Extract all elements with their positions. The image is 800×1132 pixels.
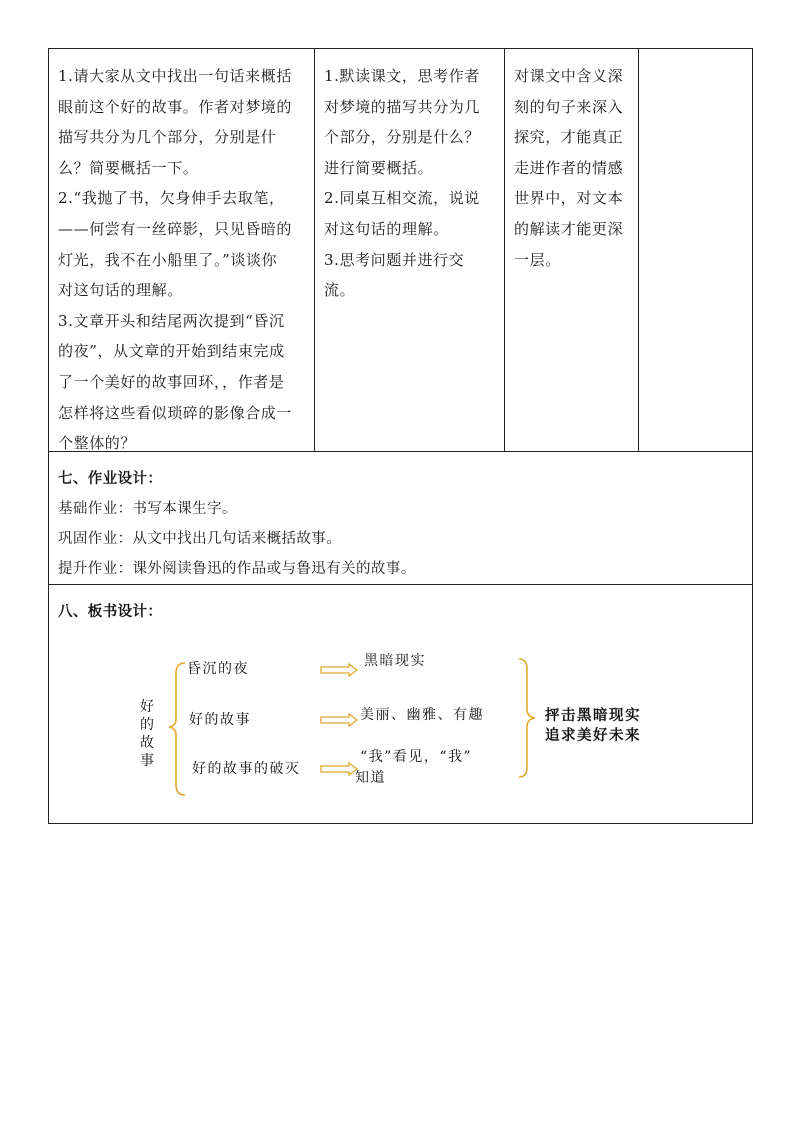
board-summary-line: 追求美好未来 (545, 727, 641, 744)
activity-row (49, 49, 752, 452)
arrow-icon (321, 714, 357, 726)
text-line: 进行简要概括。 (324, 158, 434, 177)
board-heading: 八、板书设计： (58, 603, 163, 620)
root-char: 事 (140, 753, 156, 769)
homework-consolidate: 巩固作业：从文中找出几句话来概括故事。 (58, 531, 342, 547)
arrow-icon (321, 664, 357, 676)
text-line: 对这句话的理解。 (324, 219, 449, 238)
text-line: 个部分，分别是什么？ (324, 128, 481, 147)
text-line: 怎样将这些看似琐碎的影像合成一 (58, 403, 293, 422)
text-line: 走进作者的情感 (514, 158, 624, 177)
right-brace (519, 659, 535, 777)
text-line: 刻的句子来深入 (514, 97, 624, 116)
text-line: 探究，才能真正 (514, 128, 624, 147)
student-activity-cell (315, 49, 505, 451)
board-left-item: 好的故事的破灭 (192, 761, 301, 777)
board-right-item: 美丽、幽雅、有趣 (360, 707, 484, 723)
lesson-table (48, 48, 753, 824)
board-right-item-cont: 知道 (355, 770, 386, 786)
text-line: ——何尝有一丝碎影，只见昏暗的 (58, 219, 293, 238)
root-char: 故 (140, 735, 156, 751)
text-line: 眼前这个好的故事。作者对梦境的 (58, 97, 293, 116)
text-line: 1.默读课文，思考作者 (324, 67, 480, 85)
text-line: 对梦境的描写共分为几 (324, 97, 481, 116)
text-line: 个整体的？ (58, 434, 137, 453)
text-line: 1.请大家从文中找出一句话来概括 (58, 67, 292, 85)
homework-basic: 基础作业：书写本课生字。 (58, 501, 237, 517)
text-line: 么？简要概括一下。 (58, 158, 199, 177)
text-line: 的夜”，从文章的开始到结束完成 (58, 342, 285, 361)
board-diagram (49, 585, 754, 823)
text-line: 了一个美好的故事回环，，作者是 (58, 372, 285, 391)
arrow-icon (321, 763, 357, 775)
board-design-section (49, 585, 752, 823)
board-right-item: “我”看见，“我” (360, 749, 473, 765)
root-char: 的 (140, 717, 156, 733)
root-char: 好 (140, 699, 156, 715)
homework-heading: 七、作业设计： (58, 470, 163, 487)
board-left-item: 好的故事 (189, 712, 251, 728)
board-right-item: 黑暗现实 (364, 653, 426, 669)
text-line: 3.文章开头和结尾两次提到“昏沉 (58, 311, 285, 330)
text-line: 的解读才能更深 (514, 219, 624, 238)
homework-advanced: 提升作业：课外阅读鲁迅的作品或与鲁迅有关的故事。 (58, 561, 416, 577)
board-summary-line: 抨击黑暗现实 (545, 707, 641, 724)
text-line: 3.思考问题并进行交 (324, 250, 465, 269)
text-line: 流。 (324, 281, 356, 300)
left-brace (169, 663, 185, 795)
homework-section (49, 452, 752, 585)
board-left-item: 昏沉的夜 (187, 661, 249, 677)
text-line: 描写共分为几个部分，分别是什 (58, 128, 277, 147)
text-line: 灯光，我不在小船里了。”谈谈你 (58, 250, 278, 269)
text-line: 对课文中含义深 (514, 67, 624, 85)
text-line: 2.“我抛了书，欠身伸手去取笔， (58, 189, 285, 208)
empty-cell (639, 49, 752, 451)
text-line: 世界中，对文本 (514, 189, 624, 208)
text-line: 一层。 (514, 250, 561, 269)
design-intent-cell (505, 49, 639, 451)
text-line: 2.同桌互相交流，说说 (324, 189, 480, 208)
text-line: 对这句话的理解。 (58, 281, 183, 300)
teacher-activity-cell (49, 49, 315, 451)
